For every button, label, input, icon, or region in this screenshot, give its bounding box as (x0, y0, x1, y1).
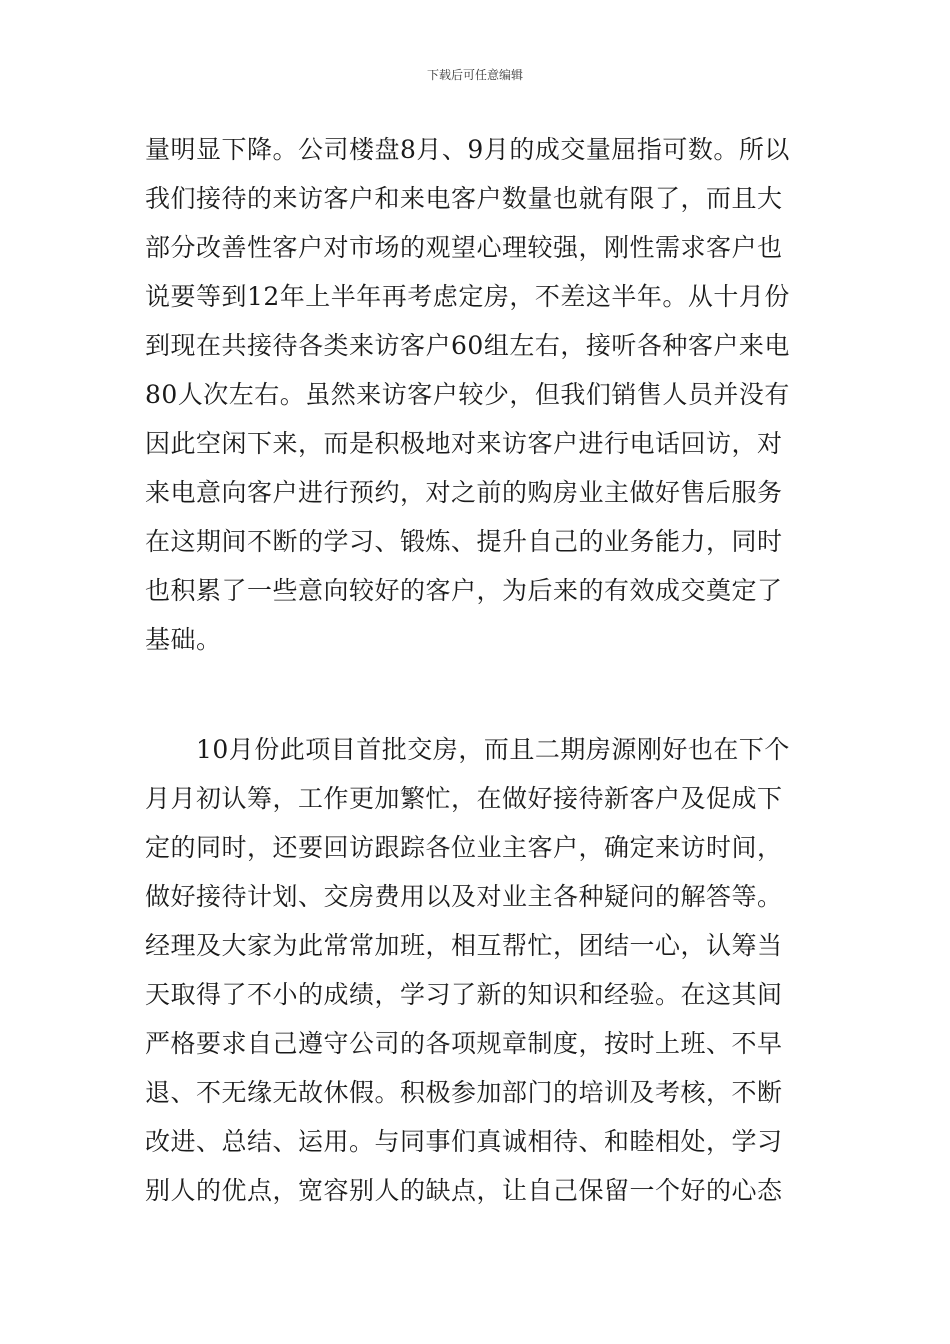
text-line: 月月初认筹，工作更加繁忙，在做好接待新客户及促成下 (145, 784, 783, 813)
text-line: 我们接待的来访客户和来电客户数量也就有限了，而且大 (145, 184, 783, 213)
text-line: 经理及大家为此常常加班，相互帮忙，团结一心，认筹当 (145, 931, 783, 960)
text-line: 改进、总结、运用。与同事们真诚相待、和睦相处，学习 (145, 1127, 783, 1156)
paragraph-1 (145, 125, 813, 664)
text-line: 退、不无缘无故休假。积极参加部门的培训及考核，不断 (145, 1078, 783, 1107)
text-line: 基础。 (145, 625, 222, 654)
text-line: 定的同时，还要回访跟踪各位业主客户，确定来访时间， (145, 833, 783, 862)
text-line: 说要等到12年上半年再考虑定房，不差这半年。从十月份 (145, 282, 790, 311)
text-line: 到现在共接待各类来访客户60组左右，接听各种客户来电 (145, 331, 790, 360)
text-line: 部分改善性客户对市场的观望心理较强，刚性需求客户也 (145, 233, 783, 262)
text-line: 也积累了一些意向较好的客户，为后来的有效成交奠定了 (145, 576, 783, 605)
text-line: 别人的优点，宽容别人的缺点，让自己保留一个好的心态 (145, 1176, 783, 1205)
text-line: 做好接待计划、交房费用以及对业主各种疑问的解答等。 (145, 882, 783, 911)
text-line: 严格要求自己遵守公司的各项规章制度，按时上班、不早 (145, 1029, 783, 1058)
text-line: 天取得了不小的成绩，学习了新的知识和经验。在这其间 (145, 980, 783, 1009)
text-line: 80人次左右。虽然来访客户较少，但我们销售人员并没有 (145, 380, 790, 409)
text-line: 来电意向客户进行预约，对之前的购房业主做好售后服务 (145, 478, 783, 507)
text-line: 量明显下降。公司楼盘8月、9月的成交量屈指可数。所以 (145, 135, 790, 164)
page-header: 下载后可任意编辑 (426, 68, 523, 82)
text-line: 在这期间不断的学习、锻炼、提升自己的业务能力，同时 (145, 527, 783, 556)
text-line: 因此空闲下来，而是积极地对来访客户进行电话回访，对 (145, 429, 783, 458)
text-line: 10月份此项目首批交房，而且二期房源刚好也在下个 (145, 735, 790, 764)
paragraph-2 (145, 725, 813, 1215)
